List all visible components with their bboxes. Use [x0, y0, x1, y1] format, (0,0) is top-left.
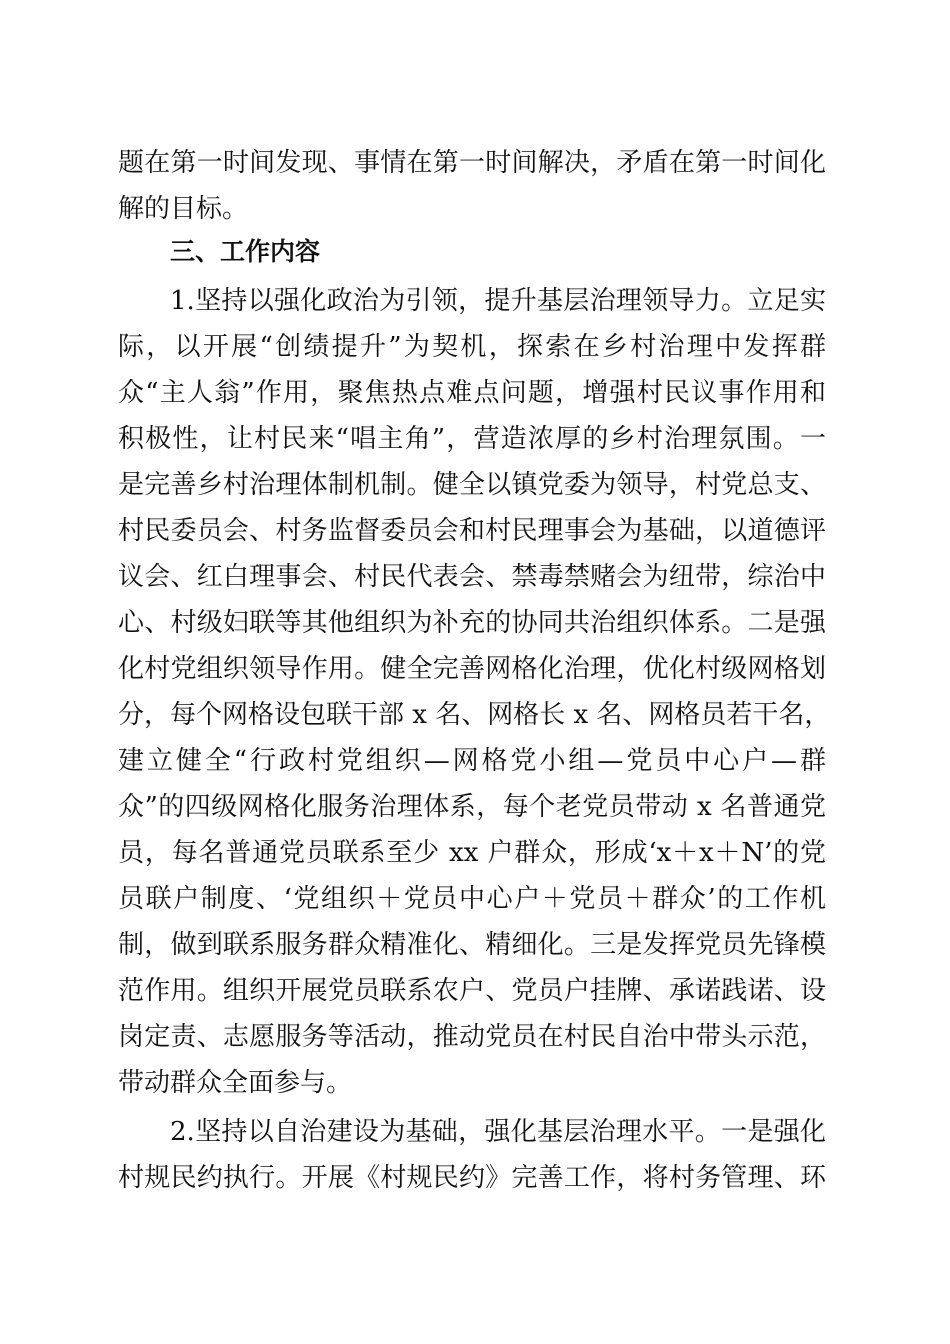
body-text-line	[0, 140, 950, 186]
body-text-line	[0, 370, 950, 416]
body-text-line	[0, 508, 950, 554]
line-text: 岗定责、志愿服务等活动，推动党员在村民自治中带头示范，	[118, 1022, 826, 1052]
line-text: 村规民约执行。开展《村规民约》完善工作，将村务管理、环	[118, 1163, 826, 1193]
line-text: 员，每名普通党员联系至少 xx 户群众，形成‘x＋x＋N’的党	[118, 838, 826, 868]
line-text: 题在第一时间发现、事情在第一时间解决，矛盾在第一时间化	[118, 148, 826, 178]
line-text: 积极性，让村民来“唱主角”，营造浓厚的乡村治理氛围。一	[118, 424, 826, 454]
section-heading	[0, 229, 950, 275]
body-text-line	[0, 1060, 950, 1106]
body-text-line	[0, 462, 950, 508]
body-text-line	[0, 738, 950, 784]
line-text: 众“主人翁”作用，聚焦热点难点问题，增强村民议事作用和	[118, 378, 826, 408]
line-text: 解的目标。	[118, 194, 249, 224]
line-text: 化村党组织领导作用。健全完善网格化治理，优化村级网格划	[118, 654, 826, 684]
body-text-line	[0, 692, 950, 738]
body-text-line	[0, 554, 950, 600]
line-text: 1.坚持以强化政治为引领，提升基层治理领导力。立足实	[170, 286, 826, 316]
line-text: 是完善乡村治理体制机制。健全以镇党委为领导，村党总支、	[118, 470, 826, 500]
line-text: 心、村级妇联等其他组织为补充的协同共治组织体系。二是强	[118, 608, 826, 638]
body-text-line	[0, 830, 950, 876]
body-text-line	[0, 968, 950, 1014]
body-text-line	[0, 1014, 950, 1060]
line-text: 村民委员会、村务监督委员会和村民理事会为基础，以道德评	[118, 516, 826, 546]
line-text: 范作用。组织开展党员联系农户、党员户挂牌、承诺践诺、设	[118, 976, 826, 1006]
line-text: 2.坚持以自治建设为基础，强化基层治理水平。一是强化	[170, 1117, 826, 1147]
body-text-line	[0, 876, 950, 922]
body-text-line	[0, 922, 950, 968]
body-text-line	[0, 324, 950, 370]
line-text: 制，做到联系服务群众精准化、精细化。三是发挥党员先锋模	[118, 930, 826, 960]
line-text: 分，每个网格设包联干部 x 名、网格长 x 名、网格员若干名，	[118, 700, 831, 730]
line-text: 带动群众全面参与。	[118, 1068, 353, 1098]
paragraph-first-line	[0, 1109, 950, 1155]
body-text-line	[0, 186, 950, 232]
line-text: 众”的四级网格化服务治理体系，每个老党员带动 x 名普通党	[118, 792, 826, 822]
body-text-line	[0, 784, 950, 830]
line-text: 建立健全“行政村党组织—网格党小组—党员中心户—群	[118, 746, 826, 776]
body-text-line	[0, 416, 950, 462]
line-text: 际，以开展“创绩提升”为契机，探索在乡村治理中发挥群	[118, 332, 826, 362]
line-text: 议会、红白理事会、村民代表会、禁毒禁赌会为纽带，综治中	[118, 562, 826, 592]
body-text-line	[0, 646, 950, 692]
section-heading-text: 三、工作内容	[170, 237, 321, 266]
body-text-line	[0, 600, 950, 646]
line-text: 员联户制度、‘党组织＋党员中心户＋党员＋群众’的工作机	[118, 884, 826, 914]
paragraph-first-line	[0, 278, 950, 324]
body-text-line	[0, 1155, 950, 1201]
